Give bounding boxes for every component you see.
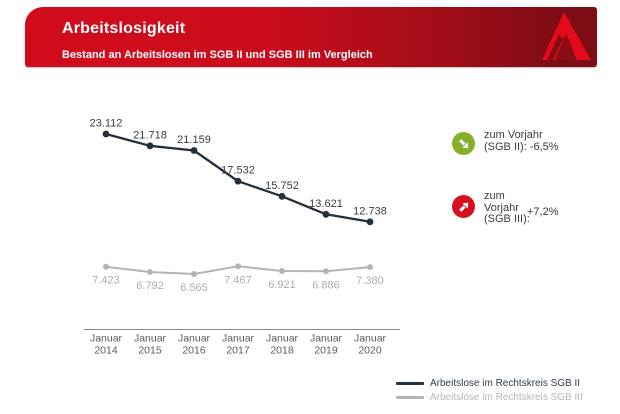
annotation-sgb3 <box>484 191 530 226</box>
data-point-label: 6.565 <box>180 282 208 294</box>
data-point-label: 21.718 <box>133 129 167 142</box>
data-point <box>279 268 285 274</box>
data-point-label: 21.159 <box>177 134 211 146</box>
data-point-label: 12.738 <box>353 205 387 218</box>
data-point <box>323 268 329 274</box>
annotation-sgb3-value: +7,2% <box>527 206 559 218</box>
chart-legend <box>396 377 583 405</box>
legend-label-sgb2: Arbeitslose im Rechtskreis SGB II <box>430 378 581 389</box>
line-swatch-sgb3 <box>396 396 424 399</box>
data-point-label: 6.921 <box>268 279 296 291</box>
arrow-up-right-circle-icon <box>452 195 475 218</box>
arrow-up-right-icon <box>457 200 471 214</box>
annotation-sgb2-line1: zum Vorjahr <box>484 129 543 141</box>
data-point <box>367 218 374 225</box>
data-point-label: 6.886 <box>312 279 340 292</box>
legend-item-sgb3 <box>396 391 583 404</box>
data-point-label: 23.112 <box>89 117 123 130</box>
arrow-down-right-icon <box>457 137 471 151</box>
data-point <box>103 264 109 270</box>
annotation-sgb3-line3: (SGB III): <box>484 213 530 225</box>
annotation-sgb3-line2: Vorjahr <box>484 201 519 214</box>
data-point <box>191 147 198 154</box>
annotation-sgb2 <box>484 129 559 153</box>
data-point <box>147 142 154 149</box>
legend-item-sgb2 <box>396 377 583 390</box>
x-tick-label: Januar 2020 <box>353 332 387 357</box>
legend-label-sgb3: Arbeitslose im Rechtskreis SGB III <box>430 392 583 403</box>
line-swatch-sgb2 <box>396 382 424 385</box>
data-point-label: 7.380 <box>356 275 384 288</box>
page-title: Arbeitslosigkeit <box>62 20 186 37</box>
data-point <box>323 211 330 218</box>
x-tick-label: Januar 2018 <box>265 332 299 357</box>
x-tick-label: Januar 2016 <box>177 332 211 357</box>
x-tick-label: Januar 2019 <box>309 332 343 357</box>
data-point <box>103 131 110 138</box>
x-tick-label: Januar 2014 <box>89 332 123 357</box>
data-point-label: 13.621 <box>309 197 343 210</box>
data-point <box>191 271 197 277</box>
arrow-down-right-circle-icon <box>452 132 475 155</box>
x-tick-label: Januar 2015 <box>133 332 167 357</box>
data-point <box>279 193 286 200</box>
x-tick-label: Januar 2017 <box>221 332 255 357</box>
data-point-label: 7.423 <box>92 274 120 287</box>
page-subtitle: Bestand an Arbeitslosen im SGB II und SGB III im Vergleich <box>62 49 373 61</box>
data-point-label: 17.532 <box>221 164 255 177</box>
data-point <box>147 269 153 275</box>
annotation-sgb2-line2: (SGB II): -6,5% <box>484 141 559 153</box>
data-point <box>235 263 241 269</box>
data-point <box>367 264 373 270</box>
annotation-sgb3-line1: zum <box>484 190 505 202</box>
data-point <box>235 178 242 185</box>
data-point-label: 15.752 <box>265 179 299 192</box>
data-point-label: 6.792 <box>136 280 164 292</box>
data-point-label: 7.467 <box>224 274 252 287</box>
